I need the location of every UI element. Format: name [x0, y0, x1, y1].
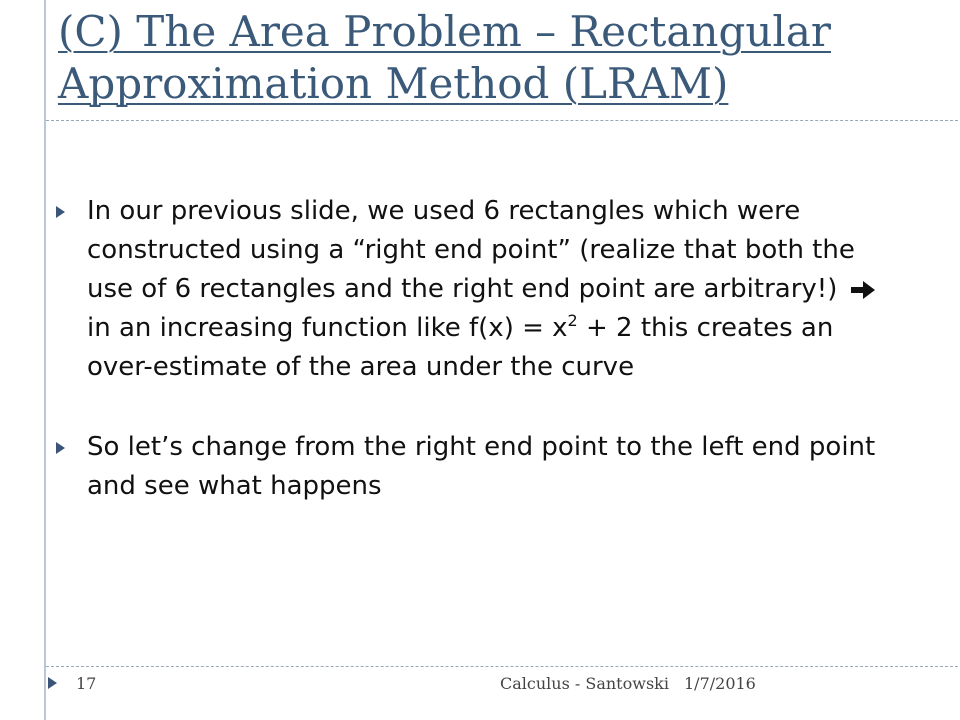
right-arrow-icon	[850, 280, 876, 300]
footer-divider	[46, 666, 960, 667]
footer-date: 1/7/2016	[684, 674, 756, 693]
bullet-item-2	[56, 428, 906, 506]
exponent: 2	[567, 311, 578, 330]
bullet-item-1	[56, 192, 906, 387]
bullet-1-text-b: in an increasing function like f(x) = x	[87, 313, 568, 343]
footer-triangle-icon	[48, 677, 57, 689]
title-divider	[46, 120, 960, 121]
bullet-1-text-a: In our previous slide, we used 6 rectangles which were constructed using a “right end point” (realize that both the use of 6 rectangles and the right end point are arbitrary!)	[87, 196, 855, 304]
bullet-1-text-c: + 2 this creates an over-estimate of the area under the curve	[87, 313, 834, 382]
footer-course: Calculus - Santowski	[500, 674, 669, 693]
bullet-2-text: So let’s change from the right end point to the left end point and see what happens	[87, 432, 876, 501]
triangle-bullet-icon	[56, 206, 65, 218]
triangle-bullet-icon	[56, 442, 65, 454]
title-line-2: Approximation Method (LRAM)	[58, 59, 729, 108]
title-line-1: (C) The Area Problem – Rectangular	[58, 7, 831, 56]
left-accent-bar	[44, 0, 46, 720]
bullet-list	[56, 192, 906, 506]
page-number: 17	[76, 674, 97, 693]
slide-title	[58, 6, 938, 110]
